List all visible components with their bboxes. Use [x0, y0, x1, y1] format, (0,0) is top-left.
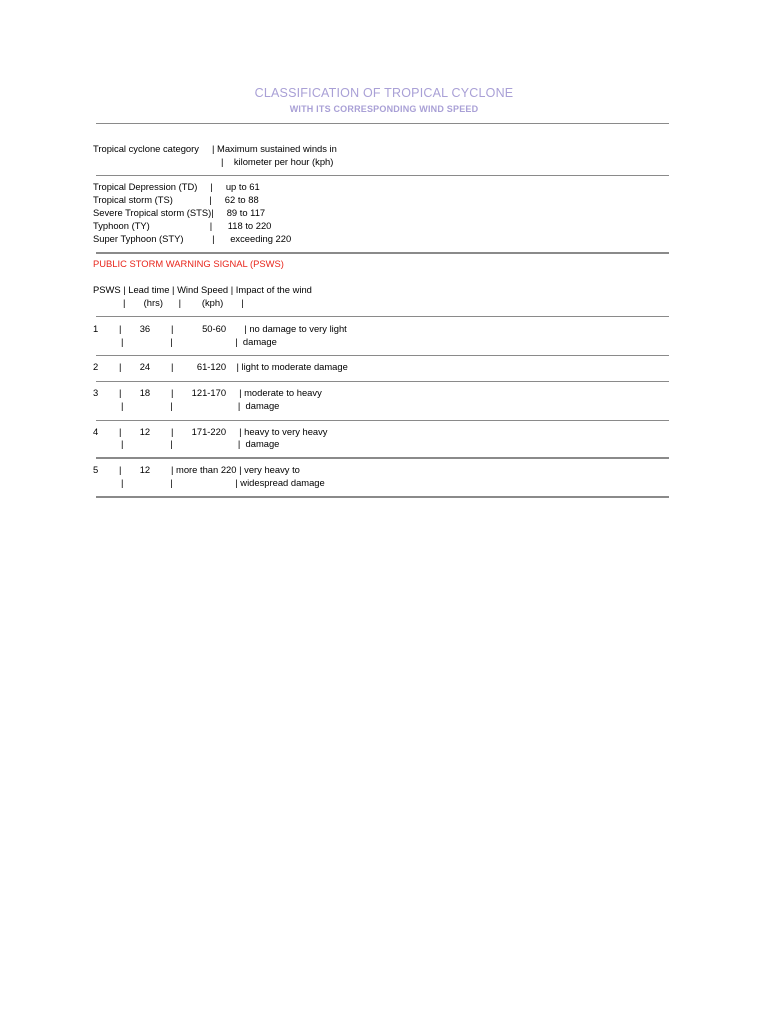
signal-row-2: 2 | 24 | 61-120 | light to moderate damage: [93, 361, 348, 372]
signal-row-5-cont: | | | widespread damage: [121, 477, 325, 488]
psws-heading: PUBLIC STORM WARNING SIGNAL (PSWS): [93, 258, 284, 269]
divider: [96, 457, 669, 459]
signal-row-5: 5 | 12 | more than 220 | very heavy to: [93, 464, 300, 475]
signal-row-4-cont: | | | damage: [121, 438, 280, 449]
signal-row-4: 4 | 12 | 171-220 | heavy to very heavy: [93, 426, 328, 437]
category-row: Tropical storm (TS) | 62 to 88: [93, 194, 259, 205]
divider: [96, 175, 669, 176]
signal-row-3: 3 | 18 | 121-170 | moderate to heavy: [93, 387, 322, 398]
divider: [96, 420, 669, 421]
divider: [96, 381, 669, 382]
signal-row-1: 1 | 36 | 50-60 | no damage to very light: [93, 323, 347, 334]
document-title: CLASSIFICATION OF TROPICAL CYCLONE: [254, 86, 514, 100]
divider: [96, 123, 669, 124]
document-subtitle: WITH ITS CORRESPONDING WIND SPEED: [289, 104, 479, 114]
divider: [96, 496, 669, 498]
category-row: Severe Tropical storm (STS)| 89 to 117: [93, 207, 266, 218]
signal-row-1-cont: | | | damage: [121, 336, 277, 347]
signal-row-3-cont: | | | damage: [121, 400, 280, 411]
category-header-line2: | kilometer per hour (kph): [221, 156, 334, 167]
category-header-line1: Tropical cyclone category | Maximum sustained winds in: [93, 143, 337, 154]
psws-header-line1: PSWS | Lead time | Wind Speed | Impact of the wind: [93, 284, 312, 295]
psws-header-line2: | (hrs) | (kph) |: [123, 297, 244, 308]
category-row: Tropical Depression (TD) | up to 61: [93, 181, 260, 192]
category-row: Typhoon (TY) | 118 to 220: [93, 220, 272, 231]
divider: [96, 252, 669, 254]
category-row: Super Typhoon (STY) | exceeding 220: [93, 233, 292, 244]
divider: [96, 316, 669, 317]
divider: [96, 355, 669, 356]
